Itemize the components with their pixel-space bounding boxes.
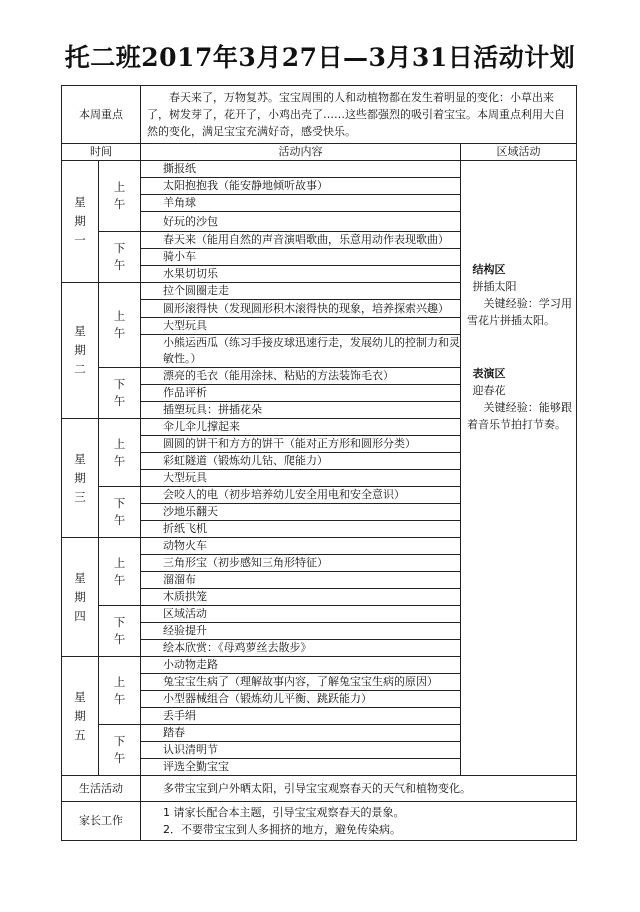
activity-item: 太阳抱抱我（能安静地倾听故事）: [141, 178, 461, 195]
focus-label: 本周重点: [62, 86, 141, 144]
morning-label: [99, 538, 141, 606]
day-label: [62, 657, 99, 776]
activity-item: 插塑玩具：拼插花朵: [141, 402, 461, 419]
activity-item: 丢手绢: [141, 708, 461, 725]
activity-item: 圆圆的饼干和方方的饼干（能对正方形和圆形分类）: [141, 436, 461, 453]
header-area: 区域活动: [461, 144, 577, 161]
activity-item: 春天来（能用自然的声音演唱歌曲，乐意用动作表现歌曲）: [141, 232, 461, 249]
morning-label-text: 上午: [113, 436, 126, 468]
day-label-text: 星期五: [74, 689, 86, 742]
morning-label-text: 上午: [113, 674, 126, 706]
area-name: 拼插太阳: [472, 280, 517, 293]
afternoon-label: [99, 487, 141, 538]
activity-item: 认识清明节: [141, 742, 461, 759]
activity-item: 沙地乐翻天: [141, 504, 461, 521]
activity-item: 踏春: [141, 725, 461, 742]
activity-item: 小型器械组合（锻炼幼儿平衡、跳跃能力）: [141, 691, 461, 708]
activity-item: 绘本欣赏：《母鸡萝丝去散步》: [141, 640, 461, 657]
activity-item: 兔宝宝生病了（理解故事内容，了解兔宝宝生病的原因）: [141, 674, 461, 691]
morning-label-text: 上午: [113, 309, 126, 340]
activity-item: 评选全勤宝宝: [141, 759, 461, 776]
area-name: 迎春花: [472, 384, 506, 397]
parent-items: [141, 802, 577, 841]
morning-label: [99, 657, 141, 725]
activity-item: 区域活动: [141, 606, 461, 623]
list-item: 2．不要带宝宝到人多拥挤的地方，避免传染病。: [163, 823, 401, 836]
life-row: [62, 776, 577, 802]
activity-item: 小熊运西瓜（练习手接皮球迅速行走，发展幼儿的控制力和灵敏性。）: [141, 335, 461, 368]
life-text: 多带宝宝到户外晒太阳，引导宝宝观察春天的天气和植物变化。: [141, 776, 577, 802]
day-label: [62, 283, 99, 419]
day-label: [62, 419, 99, 538]
page-title: 托二班2017年3月27日—3月31日活动计划: [64, 43, 576, 72]
activity-item: 拉个圆圈走走: [141, 283, 461, 300]
day-label-text: 星期二: [74, 324, 86, 376]
afternoon-label: [99, 606, 141, 657]
area-heading: 表演区: [472, 367, 506, 380]
activity-item: 会咬人的电（初步培养幼儿安全用电和安全意识）: [141, 487, 461, 504]
activity-item: 三角形宝（初步感知三角形特征）: [141, 555, 461, 572]
activity-item: 溜溜布: [141, 572, 461, 589]
afternoon-label: [99, 368, 141, 419]
activity-item: 木质拱笼: [141, 589, 461, 606]
activity-plan-table: [61, 85, 577, 841]
activity-item: 作品评析: [141, 385, 461, 402]
header-row: [62, 144, 577, 161]
area-block-performance: [467, 365, 572, 433]
morning-label: [99, 283, 141, 368]
parent-label: 家长工作: [62, 802, 141, 841]
morning-label: [99, 419, 141, 487]
activity-item: 骑小车: [141, 249, 461, 266]
activity-item: 大型玩具: [141, 470, 461, 487]
afternoon-label-text: 下午: [113, 496, 126, 527]
activity-item: 折纸飞机: [141, 521, 461, 538]
day-label-text: 星期三: [74, 451, 86, 504]
area-activity-cell: [461, 161, 577, 776]
activity-item: 伞儿伞儿撑起来: [141, 419, 461, 436]
activity-item: 经验提升: [141, 623, 461, 640]
activity-item: 好玩的沙包: [141, 212, 461, 232]
activity-item: 彩虹隧道（锻炼幼儿钻、爬能力）: [141, 453, 461, 470]
table-row: [62, 161, 577, 178]
morning-label: [99, 161, 141, 232]
morning-label-text: 上午: [113, 180, 126, 211]
day-label-text: 星期一: [74, 195, 86, 247]
header-time: 时间: [62, 144, 141, 161]
life-label: 生活活动: [62, 776, 141, 802]
list-item: 1 请家长配合本主题，引导宝宝观察春天的景象。: [163, 806, 405, 819]
area-key-experience: 关键经验：能够跟着音乐节拍打节奏。: [467, 401, 572, 431]
activity-item: 羊角球: [141, 195, 461, 212]
activity-item: 撕报纸: [141, 161, 461, 178]
activity-item: 漂亮的毛衣（能用涂抹、粘贴的方法装饰毛衣）: [141, 368, 461, 385]
afternoon-label-text: 下午: [113, 241, 126, 272]
area-block-structure: [467, 261, 572, 329]
afternoon-label-text: 下午: [113, 734, 126, 765]
activity-item: 水果切切乐: [141, 266, 461, 283]
activity-item: 动物火车: [141, 538, 461, 555]
day-label: [62, 161, 99, 283]
afternoon-label: [99, 232, 141, 283]
activity-item: 大型玩具: [141, 318, 461, 335]
area-heading: 结构区: [472, 263, 506, 276]
area-key-experience: 关键经验：学习用雪花片拼插太阳。: [467, 297, 572, 327]
day-label-text: 星期四: [74, 570, 86, 623]
parent-row: [62, 802, 577, 841]
activity-item: 圆形滚得快（发现圆形积木滚得快的现象，培养探索兴趣）: [141, 300, 461, 318]
afternoon-label-text: 下午: [113, 377, 126, 408]
focus-row: [62, 86, 577, 144]
morning-label-text: 上午: [113, 555, 126, 587]
afternoon-label-text: 下午: [113, 615, 126, 646]
afternoon-label: [99, 725, 141, 776]
activity-item: 小动物走路: [141, 657, 461, 674]
day-label: [62, 538, 99, 657]
focus-text: 春天来了，万物复苏。宝宝周围的人和动植物都在发生着明显的变化：小草出来了，树发芽了，花开了，小鸡出壳了……这些都强烈的吸引着宝宝。本周重点利用大自然的变化，满足宝宝充满好奇，感受快乐。: [141, 86, 577, 144]
header-content: 活动内容: [141, 144, 461, 161]
